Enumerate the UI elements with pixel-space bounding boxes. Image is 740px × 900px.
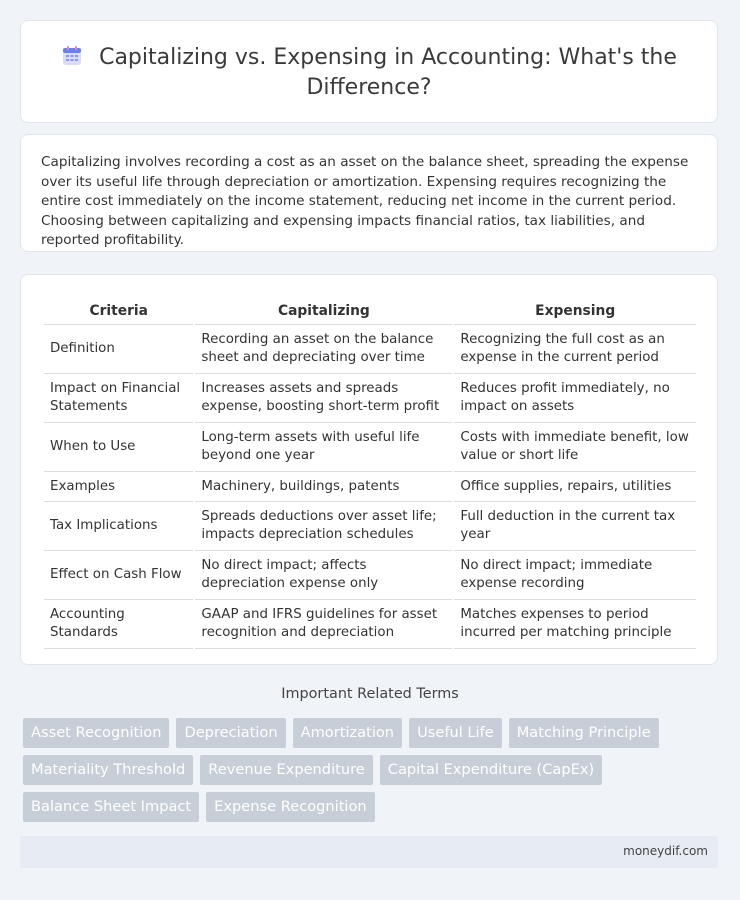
related-terms-title: Important Related Terms: [281, 686, 459, 702]
table-row: [44, 551, 696, 600]
cell-criteria: Accounting Standards: [44, 600, 193, 649]
cell-criteria: Definition: [44, 325, 193, 374]
cell-capitalizing: Increases assets and spreads expense, boosting short-term profit: [195, 374, 452, 423]
intro-paragraph: Capitalizing involves recording a cost as an asset on the balance sheet, spreading the expense over its useful life through depreciation or amortization. Expensing requires recognizing the entire cost immediately on the income statement, reducing net income in the current period. Choosing between capitalizing and expensing impacts financial ratios, tax liabilities, and reported profitability.: [41, 154, 689, 248]
cell-criteria: Tax Implications: [44, 502, 193, 551]
cell-criteria: When to Use: [44, 423, 193, 472]
title-card: [20, 20, 718, 123]
table-row: [44, 325, 696, 374]
page-title-text: Capitalizing vs. Expensing in Accounting: What's the Difference?: [99, 45, 677, 100]
cell-criteria: Examples: [44, 472, 193, 502]
cell-criteria: Effect on Cash Flow: [44, 551, 193, 600]
tag-expense-recognition[interactable]: Expense Recognition: [206, 792, 375, 822]
tag-row: [23, 792, 703, 822]
header-criteria: Criteria: [44, 295, 193, 325]
intro-card: [20, 134, 718, 252]
tag-depreciation[interactable]: Depreciation: [176, 718, 285, 748]
cell-expensing: Office supplies, repairs, utilities: [454, 472, 696, 502]
tag-revenue-expenditure[interactable]: Revenue Expenditure: [200, 755, 373, 785]
table-row: [44, 502, 696, 551]
cell-capitalizing: Machinery, buildings, patents: [195, 472, 452, 502]
tag-row: [23, 755, 703, 785]
table-row: [44, 423, 696, 472]
table-row: [44, 472, 696, 502]
cell-expensing: Costs with immediate benefit, low value or short life: [454, 423, 696, 472]
table-row: [44, 374, 696, 423]
comparison-table: [42, 295, 698, 649]
table-row: [44, 600, 696, 649]
cell-expensing: Reduces profit immediately, no impact on assets: [454, 374, 696, 423]
table-header-row: [44, 295, 696, 325]
cell-criteria: Impact on Financial Statements: [44, 374, 193, 423]
cell-capitalizing: Recording an asset on the balance sheet and depreciating over time: [195, 325, 452, 374]
cell-capitalizing: Long-term assets with useful life beyond one year: [195, 423, 452, 472]
page-title: [61, 43, 677, 103]
tag-materiality-threshold[interactable]: Materiality Threshold: [23, 755, 193, 785]
tag-amortization[interactable]: Amortization: [293, 718, 402, 748]
comparison-card: [20, 274, 718, 665]
tag-asset-recognition[interactable]: Asset Recognition: [23, 718, 169, 748]
tag-capital-expenditure[interactable]: Capital Expenditure (CapEx): [380, 755, 602, 785]
header-expensing: Expensing: [454, 295, 696, 325]
cell-capitalizing: Spreads deductions over asset life; impacts depreciation schedules: [195, 502, 452, 551]
cell-expensing: Recognizing the full cost as an expense in the current period: [454, 325, 696, 374]
cell-expensing: Matches expenses to period incurred per matching principle: [454, 600, 696, 649]
tag-matching-principle[interactable]: Matching Principle: [509, 718, 659, 748]
header-capitalizing: Capitalizing: [195, 295, 452, 325]
tag-row: [23, 718, 703, 748]
cell-capitalizing: No direct impact; affects depreciation expense only: [195, 551, 452, 600]
footer: [20, 836, 718, 868]
calendar-icon: [61, 45, 83, 67]
cell-expensing: No direct impact; immediate expense recording: [454, 551, 696, 600]
tag-useful-life[interactable]: Useful Life: [409, 718, 502, 748]
cell-expensing: Full deduction in the current tax year: [454, 502, 696, 551]
cell-capitalizing: GAAP and IFRS guidelines for asset recognition and depreciation: [195, 600, 452, 649]
footer-site-link[interactable]: moneydif.com: [623, 844, 708, 858]
related-terms-tags: [23, 718, 703, 829]
tag-balance-sheet-impact[interactable]: Balance Sheet Impact: [23, 792, 199, 822]
